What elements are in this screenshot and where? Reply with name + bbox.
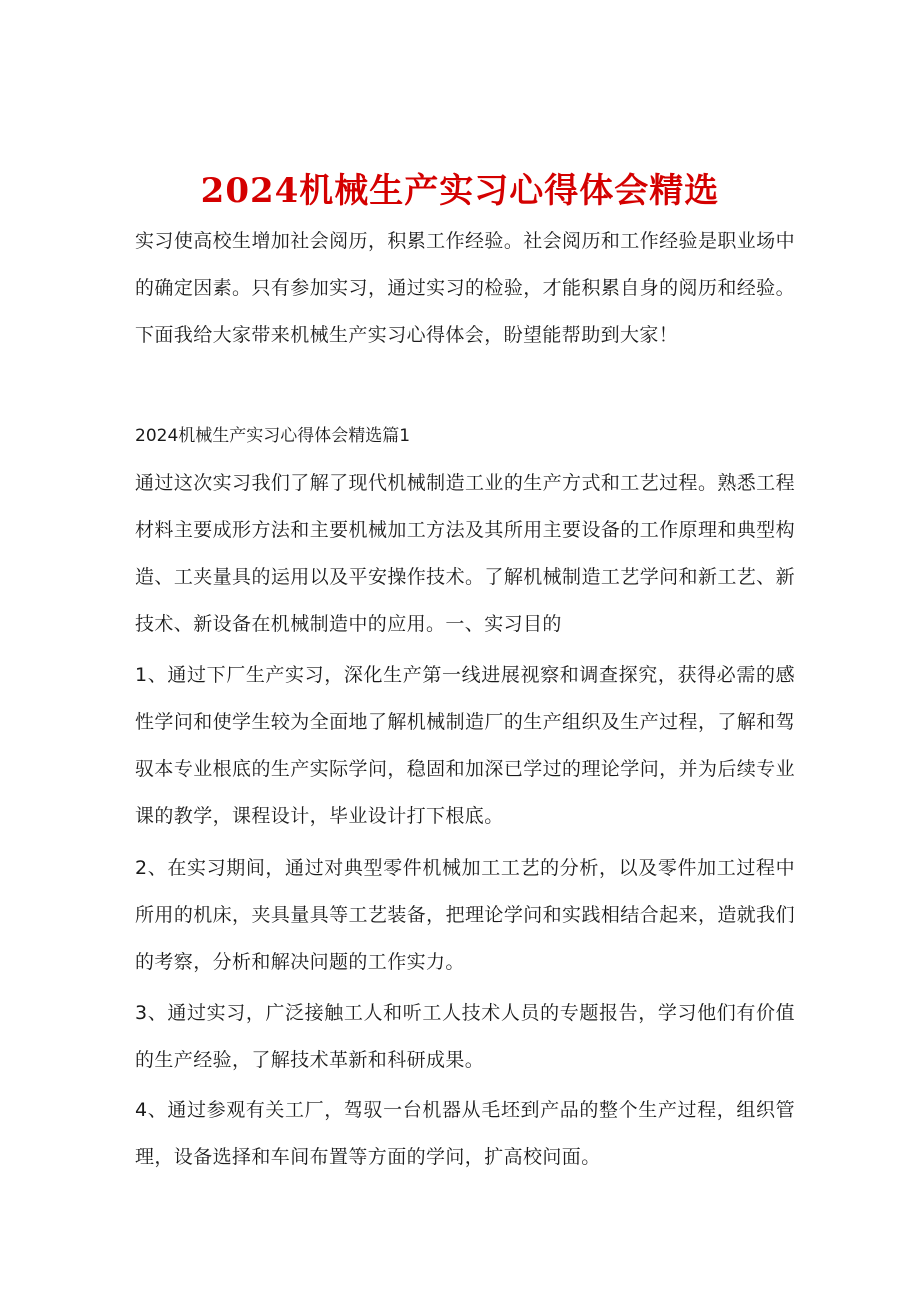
- body-paragraph-overview: 通过这次实习我们了解了现代机械制造工业的生产方式和工艺过程。熟悉工程材料主要成形方法和主要机械加工方法及其所用主要设备的工作原理和典型构造、工夹量具的运用以及平安操作技术。了解机械制造工艺学问和新工艺、新技术、新设备在机械制造中的应用。一、实习目的: [135, 472, 795, 635]
- body-paragraph-item-1: 1、通过下厂生产实习，深化生产第一线进展视察和调查探究，获得必需的感性学问和使学生较为全面地了解机械制造厂的生产组织及生产过程，了解和驾驭本专业根底的生产实际学问，稳固和加深已学过的理论学问，并为后续专业课的教学，课程设计，毕业设计打下根底。: [135, 664, 795, 827]
- body-paragraph-item-3: 3、通过实习，广泛接触工人和听工人技术人员的专题报告，学习他们有价值的生产经验，了解技术革新和科研成果。: [135, 1002, 795, 1071]
- intro-paragraph: 实习使高校生增加社会阅历，积累工作经验。社会阅历和工作经验是职业场中的确定因素。只有参加实习，通过实习的检验，才能积累自身的阅历和经验。下面我给大家带来机械生产实习心得体会，盼望能帮助到大家！: [135, 230, 795, 346]
- body-paragraph-item-2: 2、在实习期间，通过对典型零件机械加工工艺的分析，以及零件加工过程中所用的机床，夹具量具等工艺装备，把理论学问和实践相结合起来，造就我们的考察，分析和解决问题的工作实力。: [135, 857, 795, 973]
- section-heading: 2024机械生产实习心得体会精选篇1: [135, 426, 411, 446]
- body-paragraph-item-4: 4、通过参观有关工厂，驾驭一台机器从毛坯到产品的整个生产过程，组织管理，设备选择和车间布置等方面的学问，扩高校问面。: [135, 1099, 795, 1168]
- document-title: 2024机械生产实习心得体会精选: [200, 170, 720, 211]
